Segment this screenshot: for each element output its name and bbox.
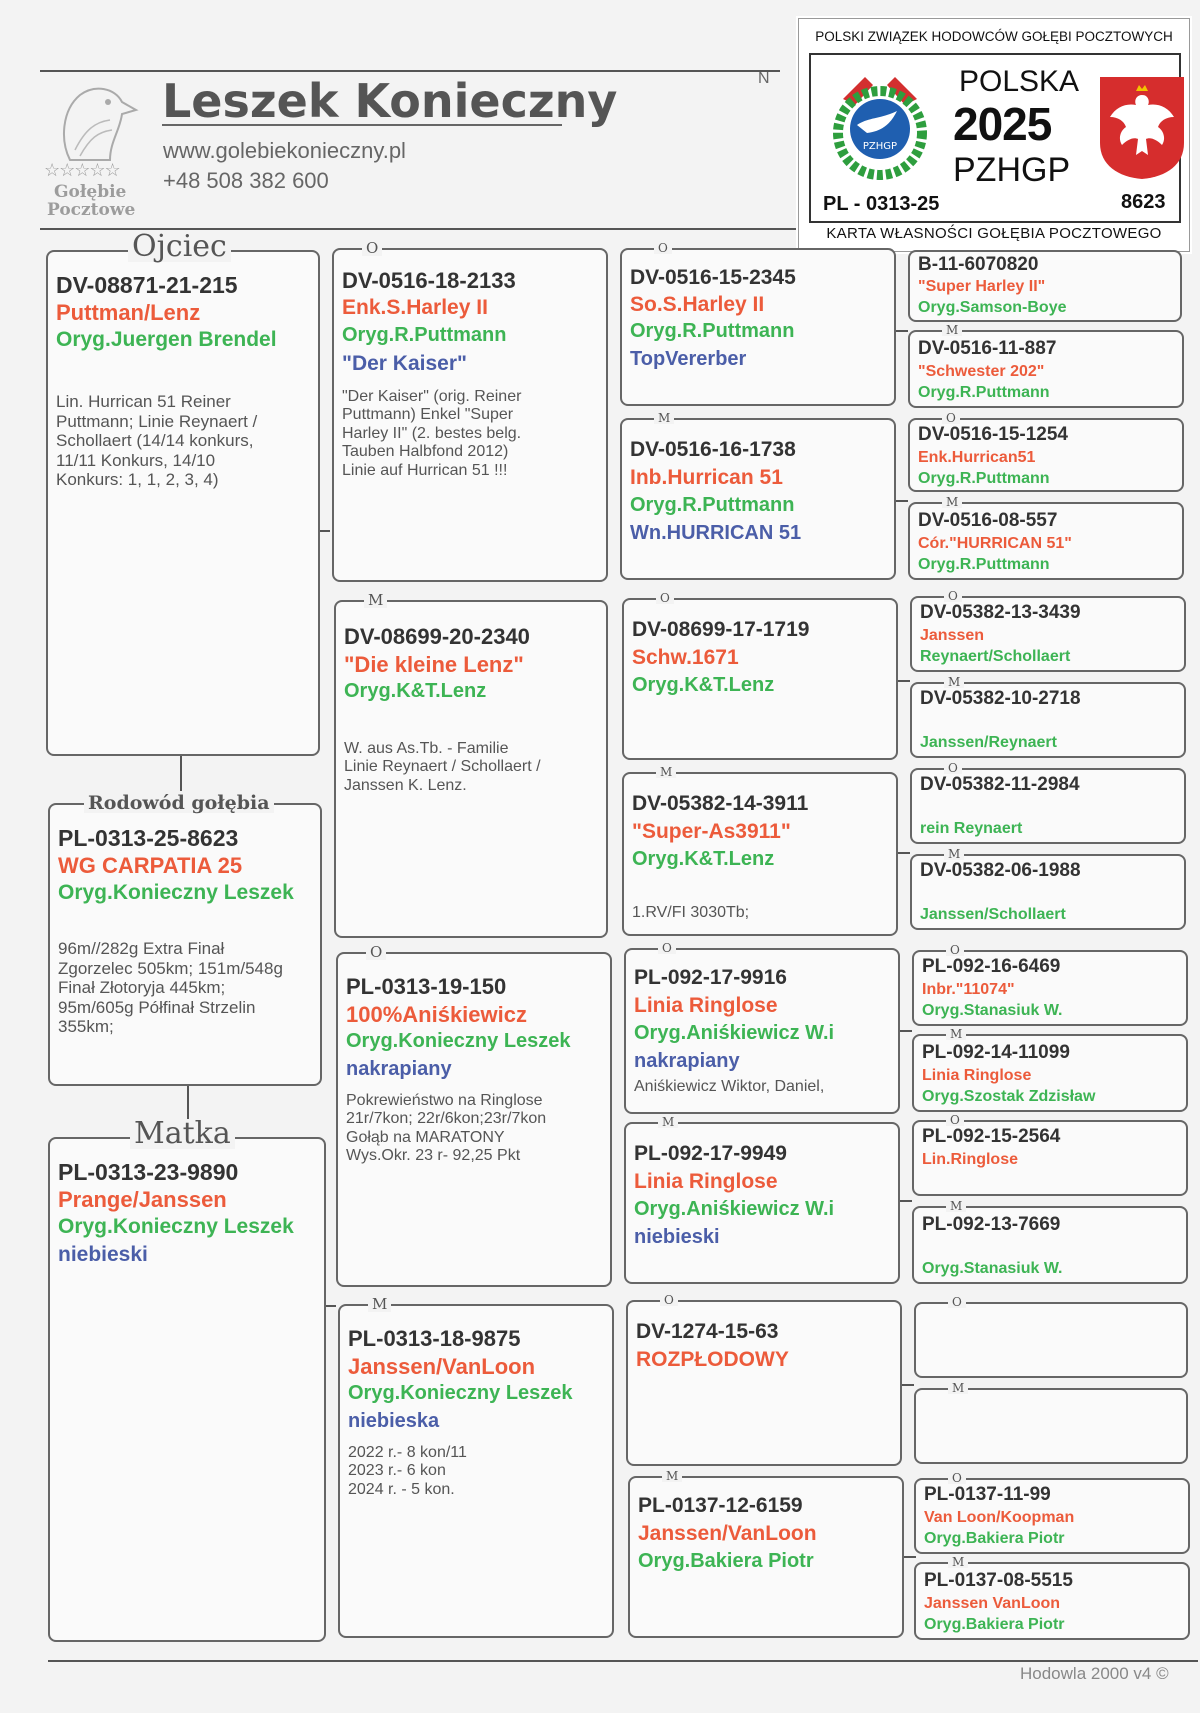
mf-color: nakrapiany [346,1058,452,1080]
gen3-breeder: Oryg.R.Puttmann [630,320,795,342]
gen4-breeder: Oryg.R.Puttmann [918,470,1050,487]
gen3-color: Wn.HURRICAN 51 [630,522,802,544]
website-link[interactable]: www.golebiekonieczny.pl [163,138,406,163]
card-year: 2025 [953,98,1052,150]
svg-text:PZHGP: PZHGP [862,141,898,152]
card-ring-prefix: PL - 0313-25 [823,193,940,215]
gen4-name: "Super Harley II" [918,278,1046,295]
connector [898,680,910,682]
name-field-label: N [758,70,770,87]
gen4-card-16[interactable] [914,1555,1190,1640]
stars-icon: ☆☆☆☆☆ [44,160,120,180]
m-label: M [654,412,674,424]
mf-ring: PL-0313-19-150 [346,974,507,999]
gen4-card-10[interactable] [912,1027,1188,1112]
father-name: Puttman/Lenz [56,300,201,325]
connector [326,1305,336,1307]
gen4-breeder: Reynaert/Schollaert [920,648,1071,665]
gen4-card-5[interactable] [910,589,1186,672]
o-label: O [362,241,382,256]
gen3-name: Schw.1671 [632,646,739,669]
logo-text-1: Gołębie [54,182,127,202]
gen3-ring: PL-0137-12-6159 [638,1494,803,1517]
mf-name: 100%Aniśkiewicz [346,1002,527,1027]
m-label: M [946,1200,966,1212]
gen3-card-5[interactable] [624,941,900,1114]
gen4-ring: DV-05382-11-2984 [920,774,1080,795]
gen3-ring: PL-092-17-9916 [634,966,787,989]
gen3-card-3[interactable] [622,591,898,760]
fm-ring: DV-08699-20-2340 [344,624,530,649]
gen3-name: Inb.Hurrican 51 [630,466,783,489]
gen4-ring: DV-0516-11-887 [918,338,1057,359]
mm-description: 2022 r.- 8 kon/11 2023 r.- 6 kon 2024 r. - 5 kon. [348,1444,467,1498]
father-label: Ojciec [128,232,231,262]
gen3-ring: DV-05382-14-3911 [632,792,809,815]
gen3-name: Linia Ringlose [634,1170,778,1193]
connector [900,1030,912,1032]
gen4-ring: PL-092-14-11099 [922,1042,1070,1063]
o-label: O [660,1294,678,1306]
gen3-description: 1.RV/FI 3030Tb; [632,904,750,921]
gen4-name: Enk.Hurrican51 [918,449,1036,466]
o-label: O [946,1114,964,1126]
o-label: O [948,1472,966,1484]
card-country: POLSKA [959,65,1080,98]
m-label: M [368,1297,391,1312]
gen3-color: TopVererber [630,348,747,370]
gen4-ring: PL-0137-11-99 [924,1484,1051,1505]
gen3-ring: DV-0516-15-2345 [630,266,796,289]
mother-card[interactable] [48,1116,326,1642]
gen4-breeder: Oryg.Szostak Zdzisław [922,1088,1096,1105]
gen4-card-15[interactable] [914,1471,1190,1554]
gen4-ring: PL-092-16-6469 [922,956,1061,977]
gen3-breeder: Oryg.Aniśkiewicz W.i [634,1022,835,1044]
gen4-ring: PL-0137-08-5515 [924,1570,1073,1591]
gen4-name: Van Loon/Koopman [924,1509,1075,1526]
gen4-card-13[interactable] [914,1295,1188,1378]
connector [180,755,182,791]
breeder-name: Leszek Konieczny [162,74,618,128]
gen4-breeder: Janssen/Reynaert [920,734,1057,751]
gen4-ring: DV-05382-13-3439 [920,602,1081,623]
gen4-card-6[interactable] [910,675,1186,758]
gen3-ring: DV-08699-17-1719 [632,618,810,641]
o-label: O [654,242,672,254]
gen4-name: Lin.Ringlose [922,1151,1018,1168]
mf-breeder: Oryg.Konieczny Leszek [346,1030,571,1052]
m-label: M [656,766,676,778]
connector [320,530,330,532]
mother-breeder: Oryg.Konieczny Leszek [58,1215,294,1238]
gen4-card-2[interactable] [908,323,1184,408]
mother-father-card[interactable] [336,943,612,1287]
m-label: M [944,676,964,688]
pigeon-description: 96m//282g Extra Finał Zgorzelec 505km; 151m/548g Finał Złotoryja 445km; 95m/605g Półfinał Strzelin 355km; [58,939,283,1037]
footer-credit: Hodowla 2000 v4 © [1020,1664,1169,1683]
gen3-name: Janssen/VanLoon [638,1522,817,1545]
gen4-ring: DV-0516-08-557 [918,510,1058,531]
gen4-name: "Schwester 202" [918,363,1045,380]
mm-breeder: Oryg.Konieczny Leszek [348,1382,573,1404]
m-label: M [942,324,962,336]
gen4-ring: PL-092-15-2564 [922,1126,1061,1147]
fm-description: W. aus As.Tb. - Familie Linie Reynaert / Schollaert / Janssen K. Lenz. [344,740,541,794]
father-mother-card[interactable] [334,591,608,938]
connector [902,1384,914,1386]
gen4-card-12[interactable] [912,1199,1188,1284]
o-label: O [948,1296,966,1308]
connector [898,852,910,854]
gen3-name: Linia Ringlose [634,994,778,1017]
connector [896,500,908,502]
club-logo [40,80,155,220]
o-label: O [944,590,962,602]
gen4-ring: DV-05382-06-1988 [920,860,1081,881]
fm-name: "Die kleine Lenz" [344,652,524,677]
gen4-ring: PL-092-13-7669 [922,1214,1061,1235]
pzhgp-emblem-icon [821,69,939,187]
gen3-breeder: Oryg.R.Puttmann [630,494,795,516]
gen4-name: Janssen [920,627,985,644]
gen3-ring: DV-1274-15-63 [636,1320,779,1343]
mother-ring: PL-0313-23-9890 [58,1159,239,1185]
ff-note: "Der Kaiser" [342,352,467,375]
gen3-name: So.S.Harley II [630,293,765,316]
gen3-breeder: Oryg.Aniśkiewicz W.i [634,1198,835,1220]
ownership-card [798,18,1190,252]
ff-description: "Der Kaiser" (orig. Reiner Puttmann) Enkel "Super Harley II" (2. bestes belg. Tauben Halbfond 2012) Linie auf Hurrican 51 !!! [342,388,522,479]
gen3-card-1[interactable] [620,241,896,406]
m-label: M [948,1382,968,1394]
gen4-card-9[interactable] [912,943,1188,1026]
gen4-name: Janssen VanLoon [924,1595,1061,1612]
logo-text-2: Pocztowe [47,200,136,220]
gen3-ring: PL-092-17-9949 [634,1142,787,1165]
gen4-card-4[interactable] [908,495,1184,580]
pedigree-label: Rodowód gołębia [84,794,274,813]
father-breeder: Oryg.Juergen Brendel [56,328,277,351]
ff-name: Enk.S.Harley II [342,296,488,319]
gen3-card-8[interactable] [628,1469,904,1638]
gen4-breeder: Oryg.R.Puttmann [918,556,1050,573]
gen4-card-1[interactable] [908,250,1182,322]
gen4-breeder: Oryg.Bakiera Piotr [924,1530,1065,1547]
ff-ring: DV-0516-18-2133 [342,268,516,293]
mother-color: niebieski [58,1243,148,1266]
gen4-breeder: Oryg.Samson-Boye [918,299,1067,316]
mm-color: niebieska [348,1410,440,1432]
o-label: O [658,942,676,954]
polish-eagle-icon [1096,73,1188,181]
footer-rule [48,1660,1198,1662]
pigeon-ring: PL-0313-25-8623 [58,825,239,851]
gen4-card-7[interactable] [910,761,1186,844]
gen4-ring: B-11-6070820 [918,254,1039,275]
gen3-description: Aniśkiewicz Wiktor, Daniel, [634,1078,825,1095]
gen3-card-2[interactable] [620,411,896,580]
pigeon-name: WG CARPATIA 25 [58,853,243,878]
breeder-underline [162,124,562,126]
m-label: M [948,1556,968,1568]
o-label: O [366,945,386,960]
gen4-breeder: Janssen/Schollaert [920,906,1066,923]
pigeon-head-icon [40,80,140,165]
gen3-color: nakrapiany [634,1050,740,1072]
o-label: O [942,412,960,424]
gen3-card-7[interactable] [626,1293,902,1466]
mother-label: Matka [130,1119,235,1149]
gen4-breeder: Oryg.Stanasiuk W. [922,1002,1063,1019]
mm-ring: PL-0313-18-9875 [348,1326,521,1351]
gen3-card-6[interactable] [624,1115,900,1284]
pigeon-card[interactable] [48,792,322,1086]
connector [900,1200,912,1202]
fm-breeder: Oryg.K&T.Lenz [344,680,487,702]
gen3-color: niebieski [634,1226,720,1248]
o-label: O [946,944,964,956]
gen4-breeder: Oryg.Stanasiuk W. [922,1260,1063,1277]
connector [896,330,908,332]
gen3-ring: DV-0516-16-1738 [630,438,796,461]
phone-number: +48 508 382 600 [163,168,329,193]
mf-description: Pokrewieństwo na Ringlose 21r/7kon; 22r/6kon;23r/7kon Gołąb na MARATONY Wys.Okr. 23 r- 92,25 Pkt [346,1092,547,1165]
gen3-name: "Super-As3911" [632,820,791,843]
pigeon-breeder: Oryg.Konieczny Leszek [58,881,294,904]
gen4-name: Cór."HURRICAN 51" [918,535,1072,552]
father-description: Lin. Hurrican 51 Reiner Puttmann; Linie Reynaert / Schollaert (14/14 konkurs, 11/11 Konkurs, 14/10 Konkurs: 1, 1, 2, 3, 4) [56,392,258,490]
o-label: O [656,592,674,604]
card-header: POLSKI ZWIĄZEK HODOWCÓW GOŁĘBI POCZTOWYCH [815,29,1173,44]
gen3-breeder: Oryg.K&T.Lenz [632,674,775,696]
o-label: O [944,762,962,774]
card-org: PZHGP [953,151,1071,189]
m-label: M [944,848,964,860]
card-ring-number: 8623 [1121,191,1166,213]
ff-breeder: Oryg.R.Puttmann [342,324,507,346]
gen4-breeder: Oryg.R.Puttmann [918,384,1050,401]
card-inner [809,53,1181,223]
card-footer: KARTA WŁASNOŚCI GOŁĘBIA POCZTOWEGO [826,225,1162,242]
mother-name: Prange/Janssen [58,1187,227,1212]
father-card[interactable] [46,229,320,756]
father-ring: DV-08871-21-215 [56,272,238,298]
gen4-breeder: Oryg.Bakiera Piotr [924,1616,1065,1633]
gen4-card-8[interactable] [910,847,1186,930]
gen3-card-4[interactable] [622,765,898,936]
connector [904,1556,916,1558]
m-label: M [942,496,962,508]
m-label: M [946,1028,966,1040]
gen3-breeder: Oryg.Bakiera Piotr [638,1550,814,1572]
gen4-card-3[interactable] [908,411,1184,492]
gen4-card-14[interactable] [914,1381,1188,1464]
m-label: M [662,1470,682,1482]
mm-name: Janssen/VanLoon [348,1354,536,1379]
m-label: M [658,1116,678,1128]
gen3-breeder: Oryg.K&T.Lenz [632,848,775,870]
gen4-breeder: rein Reynaert [920,820,1023,837]
gen4-ring: DV-0516-15-1254 [918,424,1068,445]
header-rule [40,70,780,72]
gen3-name: ROZPŁODOWY [636,1348,789,1371]
m-label: M [364,593,387,608]
mother-mother-card[interactable] [338,1295,614,1638]
father-father-card[interactable] [332,239,608,582]
gen4-name: Inbr."11074" [922,981,1015,998]
gen4-ring: DV-05382-10-2718 [920,688,1081,709]
gen4-name: Linia Ringlose [922,1067,1032,1084]
gen4-card-11[interactable] [912,1113,1188,1196]
